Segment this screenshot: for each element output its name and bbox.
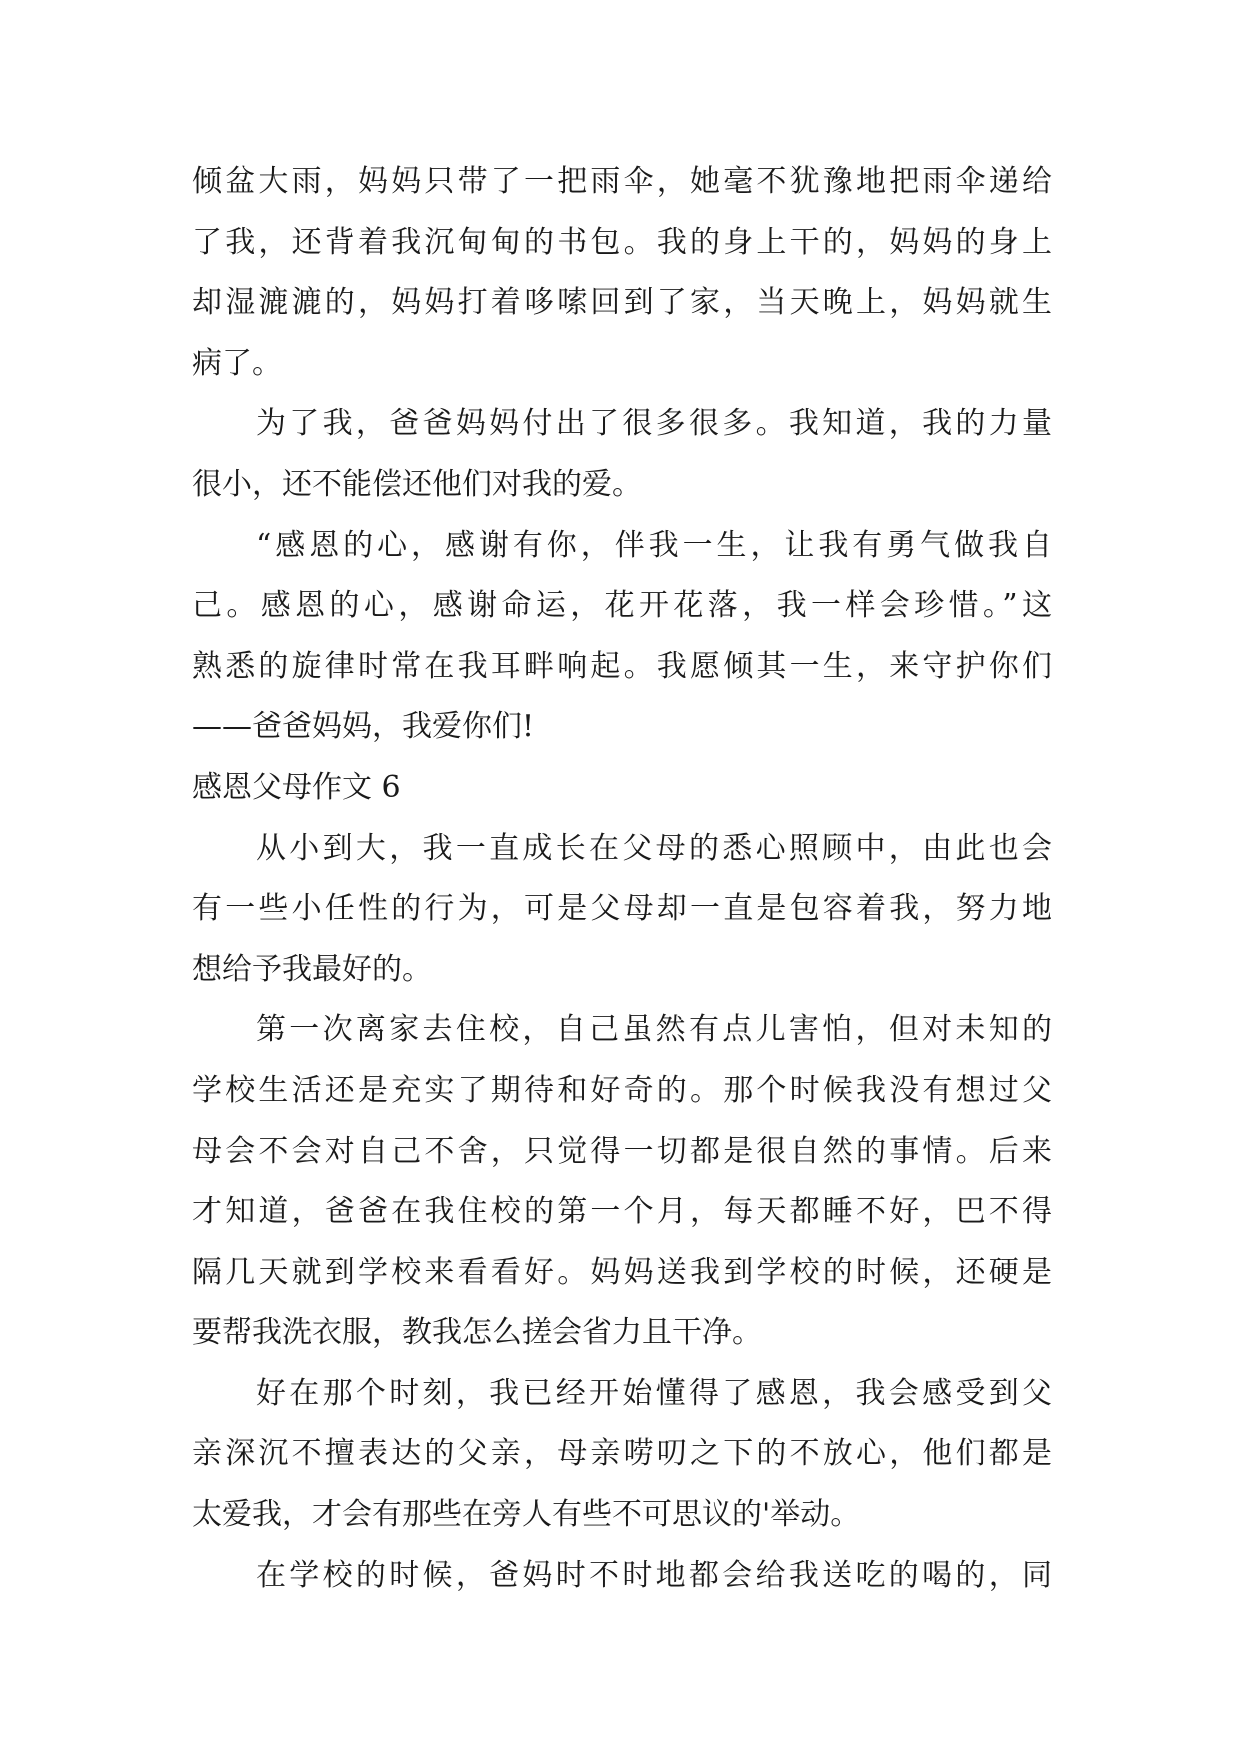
text-line: 很小，还不能偿还他们对我的爱。 bbox=[192, 466, 642, 502]
text-line: 太爱我，才会有那些在旁人有些不可思议的'举动。 bbox=[192, 1497, 861, 1533]
paragraph-first-line: 在学校的时候，爸妈时不时地都会给我送吃的喝的，同 bbox=[256, 1557, 1052, 1593]
text-line: 却湿漉漉的，妈妈打着哆嗦回到了家，当天晚上，妈妈就生 bbox=[192, 285, 1052, 321]
text-line: 有一些小任性的行为，可是父母却一直是包容着我，努力地 bbox=[192, 891, 1052, 927]
text-line: 了我，还背着我沉甸甸的书包。我的身上干的，妈妈的身上 bbox=[192, 224, 1052, 260]
text-line: 学校生活还是充实了期待和好奇的。那个时候我没有想过父 bbox=[192, 1072, 1052, 1108]
paragraph-first-line: 好在那个时刻，我已经开始懂得了感恩，我会感受到父 bbox=[256, 1375, 1052, 1411]
text-line: 亲深沉不擅表达的父亲，母亲唠叨之下的不放心，他们都是 bbox=[192, 1436, 1052, 1472]
text-line: 熟悉的旋律时常在我耳畔响起。我愿倾其一生，来守护你们 bbox=[192, 648, 1052, 684]
text-line: 想给予我最好的。 bbox=[192, 951, 432, 987]
text-line: 病了。 bbox=[192, 345, 282, 381]
text-line: 隔几天就到学校来看看好。妈妈送我到学校的时候，还硬是 bbox=[192, 1254, 1052, 1290]
paragraph-first-line: 从小到大，我一直成长在父母的悉心照顾中，由此也会 bbox=[256, 830, 1052, 866]
text-line: 母会不会对自己不舍，只觉得一切都是很自然的事情。后来 bbox=[192, 1133, 1052, 1169]
paragraph-first-line: “感恩的心，感谢有你，伴我一生，让我有勇气做我自 bbox=[256, 527, 1052, 563]
text-line: 己。感恩的心，感谢命运，花开花落，我一样会珍惜。”这 bbox=[192, 588, 1052, 624]
text-line: 才知道，爸爸在我住校的第一个月，每天都睡不好，巴不得 bbox=[192, 1194, 1052, 1230]
text-line: 要帮我洗衣服，教我怎么搓会省力且干净。 bbox=[192, 1315, 762, 1351]
text-line: ——爸爸妈妈，我爱你们! bbox=[192, 709, 535, 745]
text-line: 倾盆大雨，妈妈只带了一把雨伞，她毫不犹豫地把雨伞递给 bbox=[192, 164, 1052, 199]
document-body bbox=[192, 152, 1052, 1606]
paragraph-first-line: 为了我，爸爸妈妈付出了很多很多。我知道，我的力量 bbox=[256, 406, 1052, 442]
section-heading: 感恩父母作文 6 bbox=[192, 769, 401, 805]
paragraph-first-line: 第一次离家去住校，自己虽然有点儿害怕，但对未知的 bbox=[256, 1012, 1052, 1048]
